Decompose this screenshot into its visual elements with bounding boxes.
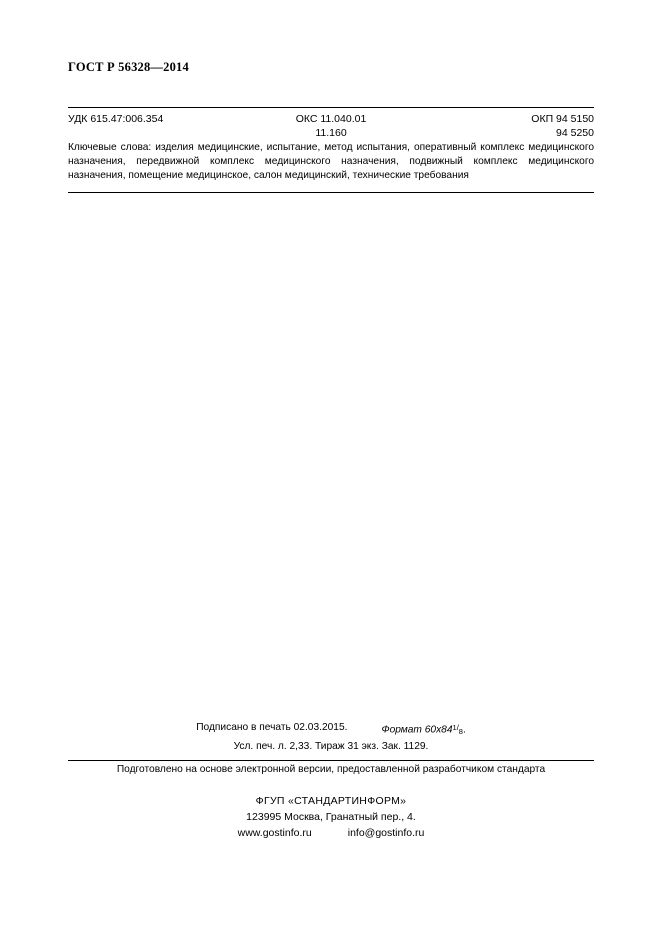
keywords-paragraph: Ключевые слова: изделия медицинские, испытание, метод испытания, оперативный комплекс медицинского назначения, передвижной комплекс медицинского назначения, подвижный комплекс медицинского назначения, помещение медицинское, салон медицинский, технические требования: [68, 142, 594, 182]
imprint-line-one: [68, 720, 594, 739]
divider-middle: [68, 192, 594, 193]
print-format-denominator: 8: [458, 727, 463, 737]
publisher-address: 123995 Москва, Гранатный пер., 4.: [246, 811, 416, 823]
udc-code: УДК 615.47:006.354: [68, 113, 164, 125]
print-format-slash: /: [456, 723, 459, 732]
publisher-website[interactable]: www.gostinfo.ru: [237, 827, 312, 839]
classification-codes: [68, 112, 594, 140]
prepared-note: Подготовлено на основе электронной версии, предоставленной разработчиком стандарта: [116, 764, 546, 775]
publisher-email[interactable]: info@gostinfo.ru: [347, 827, 425, 839]
oks-code: ОКС 11.040.01: [295, 113, 367, 125]
okp-code: ОКП 94 5150: [531, 113, 594, 125]
publisher-name: ФГУП «СТАНДАРТИНФОРМ»: [255, 795, 407, 807]
okp-code-second: 94 5250: [556, 127, 594, 139]
codes-row-first: [68, 112, 594, 126]
publisher-block: [68, 793, 594, 841]
print-run-line: Усл. печ. л. 2,33. Тираж 31 экз. Зак. 1129.: [233, 741, 429, 753]
codes-row-second: [68, 126, 594, 140]
print-signed-date: Подписано в печать 02.03.2015.: [196, 722, 348, 733]
publisher-contacts: [68, 825, 594, 841]
divider-top: [68, 107, 594, 108]
imprint-block: [68, 720, 594, 754]
print-format-numerator: 1: [452, 723, 457, 732]
print-format-period: .: [462, 724, 466, 736]
standard-designation: ГОСТ Р 56328—2014: [68, 60, 189, 74]
oks-code-second: 11.160: [315, 127, 347, 139]
print-format-label: Формат 60х84: [381, 724, 453, 736]
divider-bottom: [68, 760, 594, 761]
print-format: [381, 720, 465, 739]
